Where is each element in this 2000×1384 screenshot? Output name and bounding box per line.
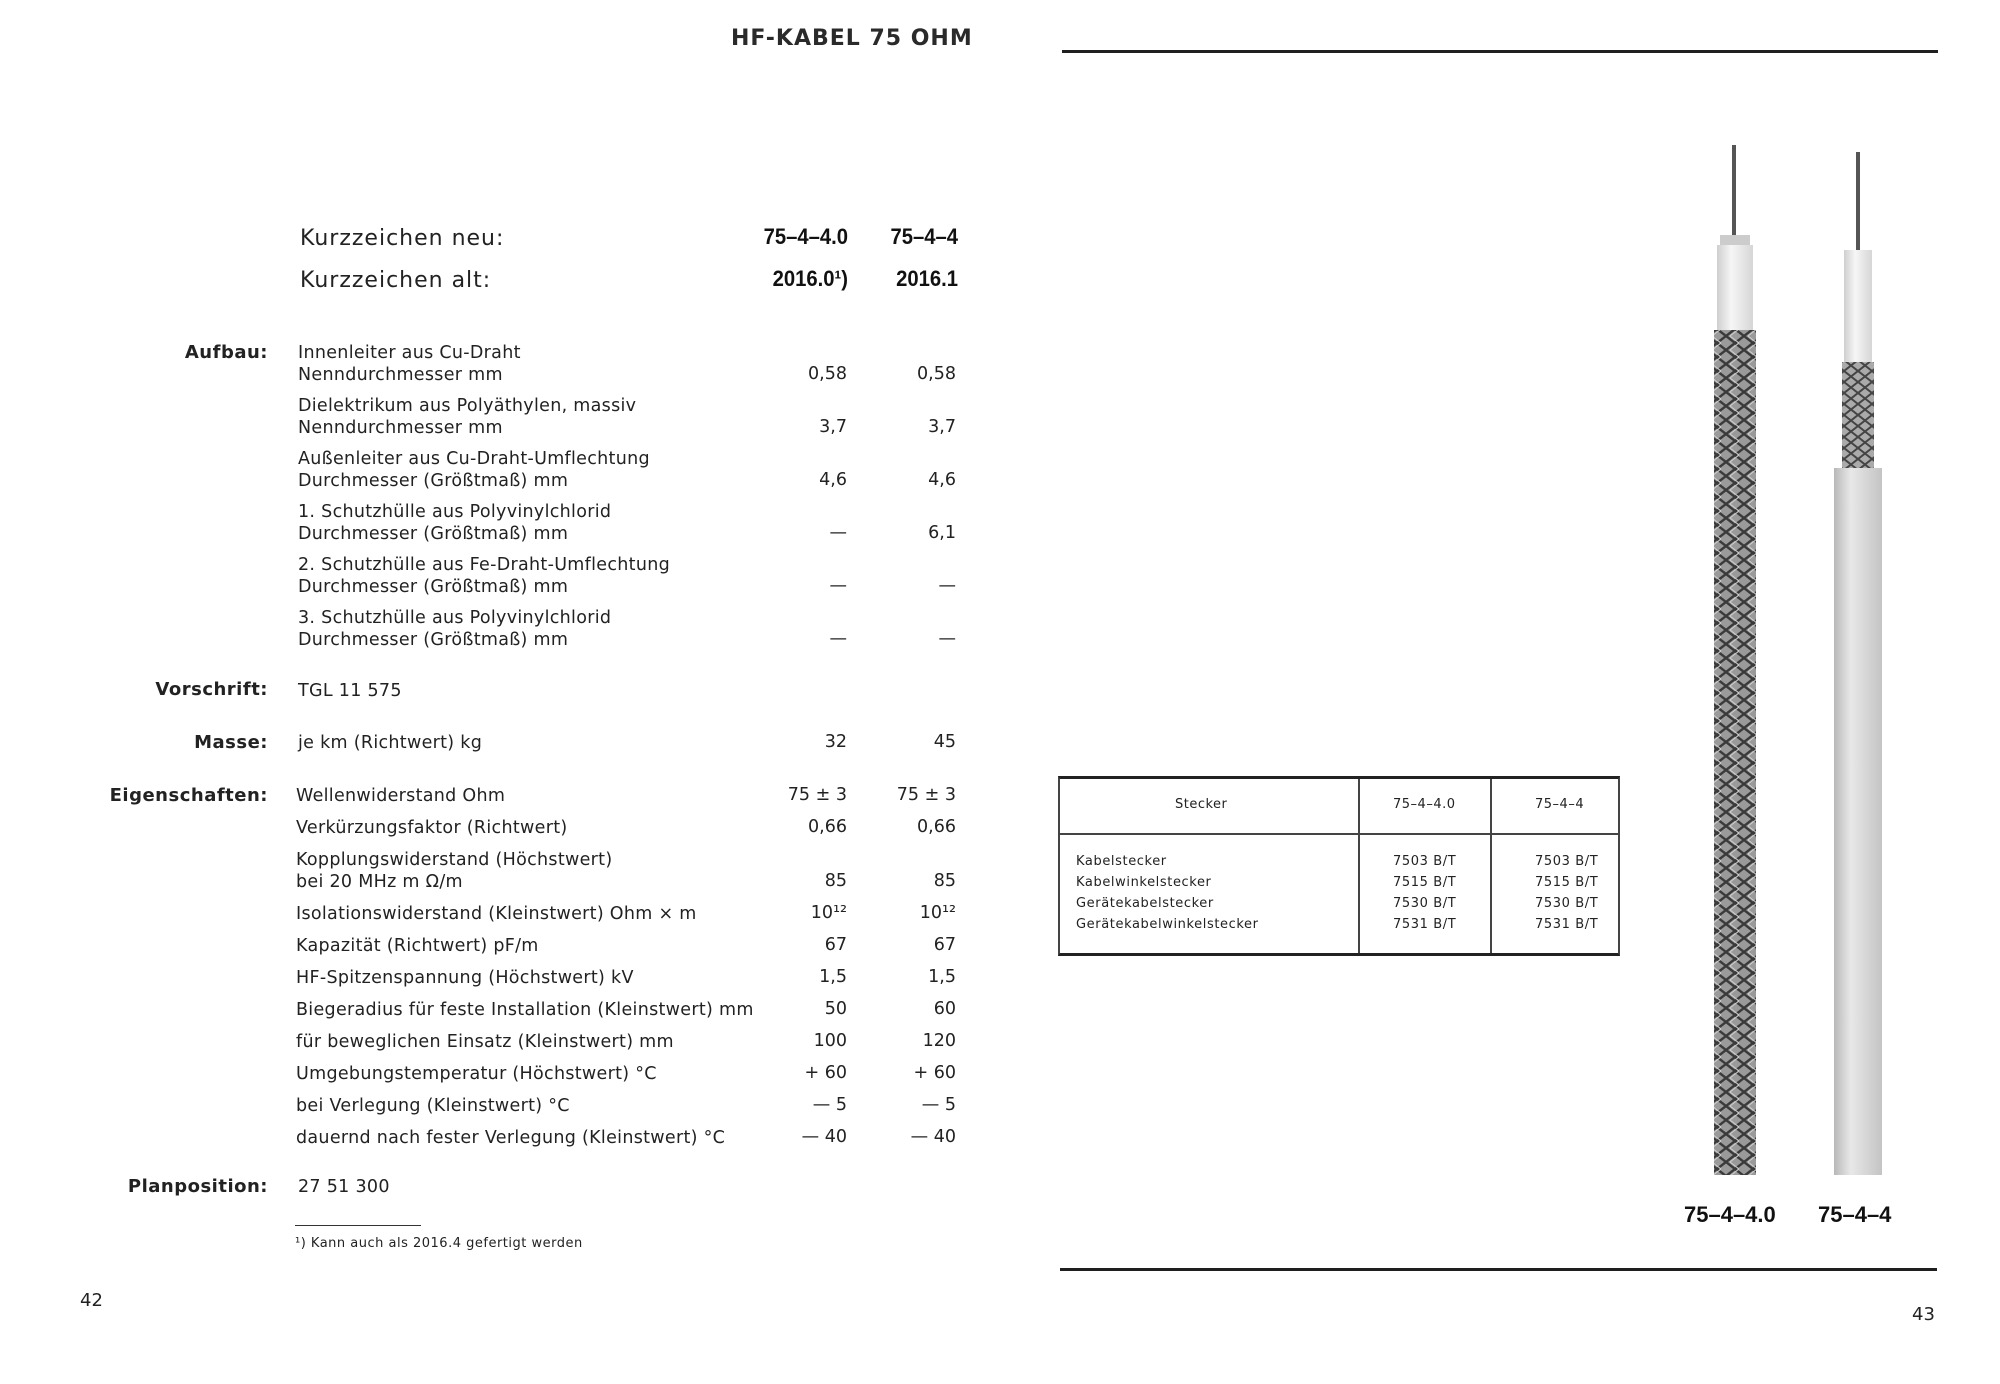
property-row-line1: Umgebungstemperatur (Höchstwert) °C <box>296 1064 657 1084</box>
page-number-left: 42 <box>80 1290 103 1311</box>
cable-2-braid <box>1842 362 1874 470</box>
cable-caption-1: 75–4–4.0 <box>1684 1202 1776 1227</box>
property-value-1: — 40 <box>801 1127 847 1147</box>
aufbau-row-label <box>298 342 521 386</box>
property-row-label <box>296 967 634 989</box>
table-cell-connector: Kabelwinkelstecker <box>1076 875 1212 890</box>
property-row-line1: Isolationswiderstand (Kleinstwert) Ohm × m <box>296 904 697 924</box>
table-cell-part-number: 7515 B/T <box>1535 875 1599 890</box>
property-row-line1: für beweglichen Einsatz (Kleinstwert) mm <box>296 1032 674 1052</box>
connector-table <box>1058 776 1620 956</box>
property-row-label <box>296 785 505 807</box>
property-value-1: 75 ± 3 <box>787 785 847 805</box>
table-cell-part-number: 7503 B/T <box>1535 854 1599 869</box>
aufbau-row-line1: 3. Schutzhülle aus Polyvinylchlorid <box>298 608 612 628</box>
property-value-2: 60 <box>933 999 956 1019</box>
property-row-line1: Wellenwiderstand Ohm <box>296 786 506 806</box>
aufbau-value-1: — <box>829 523 847 543</box>
aufbau-value-2: — <box>938 629 956 649</box>
table-divider <box>1358 779 1360 953</box>
aufbau-row-line2: Nenndurchmesser mm <box>298 418 503 438</box>
cable-2-conductor <box>1856 152 1860 252</box>
property-value-1: 0,66 <box>808 817 847 837</box>
table-cell-part-number: 7515 B/T <box>1393 875 1457 890</box>
cable-1-conductor <box>1732 145 1736 240</box>
aufbau-value-2: 3,7 <box>928 417 956 437</box>
aufbau-value-1: — <box>829 576 847 596</box>
property-row-line1: bei Verlegung (Kleinstwert) °C <box>296 1096 570 1116</box>
table-cell-part-number: 7531 B/T <box>1393 917 1457 932</box>
aufbau-row-line1: Dielektrikum aus Polyäthylen, massiv <box>298 396 637 416</box>
property-row-label <box>296 1127 725 1149</box>
property-value-2: 10¹² <box>919 903 956 923</box>
table-cell-part-number: 7503 B/T <box>1393 854 1457 869</box>
aufbau-value-1: 4,6 <box>819 470 847 490</box>
property-value-2: 1,5 <box>928 967 956 987</box>
aufbau-value-1: 0,58 <box>808 364 847 384</box>
planposition-value: 27 51 300 <box>298 1177 390 1197</box>
cable-1-insulation <box>1717 245 1753 330</box>
property-row-label <box>296 935 539 957</box>
aufbau-value-2: 4,6 <box>928 470 956 490</box>
aufbau-row-line2: Durchmesser (Größtmaß) mm <box>298 577 569 597</box>
aufbau-row-label <box>298 607 611 651</box>
aufbau-row-line1: Innenleiter aus Cu-Draht <box>298 343 521 363</box>
cable-caption-2: 75–4–4 <box>1818 1202 1892 1227</box>
table-cell-connector: Gerätekabelwinkelstecker <box>1076 917 1259 932</box>
footnote-rule <box>295 1225 421 1226</box>
aufbau-row-label <box>298 501 611 545</box>
page-title: HF-KABEL 75 OHM <box>731 26 973 51</box>
property-value-1: — 5 <box>812 1095 847 1115</box>
table-divider <box>1490 779 1492 953</box>
aufbau-value-2: 6,1 <box>928 523 956 543</box>
property-value-1: 50 <box>824 999 847 1019</box>
aufbau-row-line1: 2. Schutzhülle aus Fe-Draht-Umflechtung <box>298 555 671 575</box>
table-cell-part-number: 7530 B/T <box>1393 896 1457 911</box>
vorschrift-value: TGL 11 575 <box>298 681 402 701</box>
table-cell-connector: Gerätekabelstecker <box>1076 896 1214 911</box>
cable-1-braid <box>1714 330 1756 1175</box>
aufbau-value-2: 0,58 <box>917 364 956 384</box>
table-header-stecker: Stecker <box>1175 797 1228 812</box>
section-eigenschaften: Eigenschaften: <box>109 785 268 806</box>
property-value-2: 85 <box>933 871 956 891</box>
property-row-line1: dauernd nach fester Verlegung (Kleinstwert) °C <box>296 1128 726 1148</box>
masse-label: je km (Richtwert) kg <box>298 733 483 753</box>
section-aufbau: Aufbau: <box>184 342 268 363</box>
aufbau-row-line2: Durchmesser (Größtmaß) mm <box>298 524 569 544</box>
masse-value-1: 32 <box>824 732 847 752</box>
aufbau-row-label <box>298 554 670 598</box>
property-value-1: 67 <box>824 935 847 955</box>
property-row-label <box>296 849 612 893</box>
aufbau-row-label <box>298 448 650 492</box>
aufbau-row-line2: Durchmesser (Größtmaß) mm <box>298 471 569 491</box>
property-value-2: — 40 <box>910 1127 956 1147</box>
table-header-col2: 75–4–4 <box>1535 797 1585 812</box>
code-new-value-2: 75–4–4 <box>890 224 958 249</box>
property-row-line1: HF-Spitzenspannung (Höchstwert) kV <box>296 968 634 988</box>
property-value-1: 1,5 <box>819 967 847 987</box>
table-cell-part-number: 7531 B/T <box>1535 917 1599 932</box>
property-row-label <box>296 1031 674 1053</box>
section-planposition: Planposition: <box>127 1176 268 1197</box>
property-value-2: + 60 <box>913 1063 956 1083</box>
table-header-rule <box>1060 833 1618 835</box>
property-value-2: 67 <box>933 935 956 955</box>
property-value-2: — 5 <box>921 1095 956 1115</box>
aufbau-row-label <box>298 395 636 439</box>
property-value-1: 100 <box>813 1031 847 1051</box>
property-value-1: + 60 <box>804 1063 847 1083</box>
property-row-label <box>296 999 754 1021</box>
code-old-value-1: 2016.0¹) <box>772 266 848 291</box>
property-row-line1: Biegeradius für feste Installation (Kleinstwert) mm <box>296 1000 754 1020</box>
header-rule <box>1062 50 1938 53</box>
property-row-line1: Verkürzungsfaktor (Richtwert) <box>296 818 568 838</box>
property-row-label <box>296 903 697 925</box>
code-new-label: Kurzzeichen neu: <box>300 226 505 251</box>
code-old-value-2: 2016.1 <box>896 266 958 291</box>
aufbau-row-line2: Durchmesser (Größtmaß) mm <box>298 630 569 650</box>
property-value-2: 75 ± 3 <box>896 785 956 805</box>
page-number-right: 43 <box>1912 1304 1935 1325</box>
property-row-label <box>296 1095 570 1117</box>
footnote: ¹) Kann auch als 2016.4 gefertigt werden <box>295 1236 583 1251</box>
footer-rule <box>1060 1268 1937 1271</box>
aufbau-row-line1: 1. Schutzhülle aus Polyvinylchlorid <box>298 502 612 522</box>
section-masse: Masse: <box>194 732 268 753</box>
aufbau-row-line2: Nenndurchmesser mm <box>298 365 503 385</box>
property-value-2: 120 <box>922 1031 956 1051</box>
cable-2-sheath <box>1834 468 1882 1175</box>
property-value-1: 85 <box>824 871 847 891</box>
property-row-line1: Kapazität (Richtwert) pF/m <box>296 936 539 956</box>
aufbau-row-line1: Außenleiter aus Cu-Draht-Umflechtung <box>298 449 650 469</box>
table-cell-connector: Kabelstecker <box>1076 854 1167 869</box>
aufbau-value-1: 3,7 <box>819 417 847 437</box>
property-value-1: 10¹² <box>810 903 847 923</box>
table-cell-part-number: 7530 B/T <box>1535 896 1599 911</box>
aufbau-value-1: — <box>829 629 847 649</box>
masse-value-2: 45 <box>933 732 956 752</box>
cable-photo <box>1690 140 1920 1200</box>
code-old-label: Kurzzeichen alt: <box>300 268 492 293</box>
property-value-2: 0,66 <box>917 817 956 837</box>
property-row-line2: bei 20 MHz m Ω/m <box>296 872 463 892</box>
property-row-label <box>296 1063 657 1085</box>
section-vorschrift: Vorschrift: <box>155 679 268 700</box>
aufbau-value-2: — <box>938 576 956 596</box>
table-header-col1: 75–4–4.0 <box>1393 797 1456 812</box>
property-row-line1: Kopplungswiderstand (Höchstwert) <box>296 850 613 870</box>
code-new-value-1: 75–4–4.0 <box>763 224 848 249</box>
cable-2-insulation <box>1844 250 1872 362</box>
property-row-label <box>296 817 567 839</box>
